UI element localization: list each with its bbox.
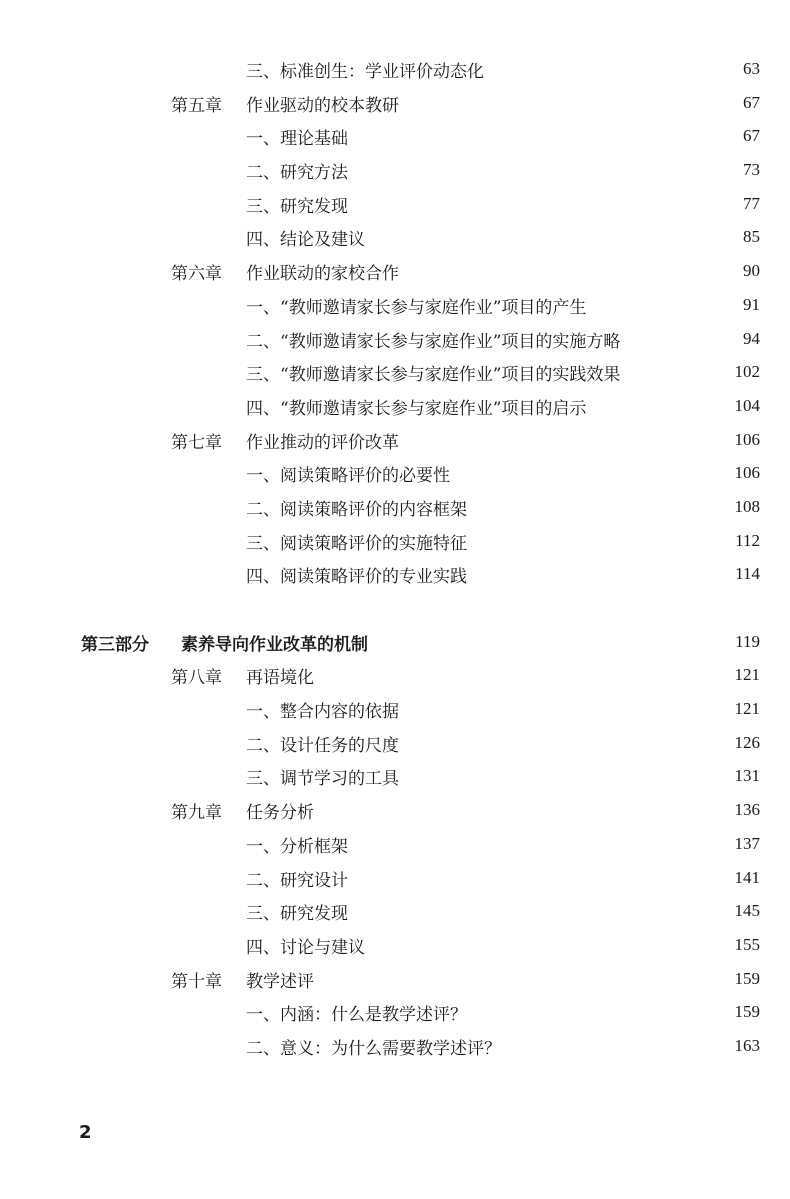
entry-title-text: 二、研究设计 — [246, 870, 348, 891]
entry-title-text: 三、标准创生：学业评价动态化 — [246, 62, 484, 82]
toc-page-number: 90 — [743, 261, 760, 281]
toc-page-number: 126 — [734, 732, 760, 752]
entry-title-text: 一、分析框架 — [246, 836, 348, 857]
toc-entry-title — [246, 326, 620, 360]
entry-title-text: 教学述评 — [246, 971, 314, 992]
toc-entry-title — [246, 898, 348, 932]
toc-chapter-entry — [0, 427, 790, 461]
toc-page-number: 106 — [734, 429, 760, 449]
toc-page-number: 159 — [734, 968, 760, 988]
toc-entry-title — [246, 393, 586, 427]
toc-entry-title — [171, 90, 399, 124]
toc-section-entry — [0, 999, 790, 1033]
entry-title-text: 二、意义：为什么需要教学述评？ — [246, 1038, 501, 1059]
toc-page-number: 94 — [743, 328, 760, 348]
toc-section-entry — [0, 494, 790, 528]
toc-chapter-entry — [0, 258, 790, 292]
toc-page-number: 155 — [734, 934, 760, 954]
toc-page-number: 67 — [743, 92, 760, 112]
toc-page-number: 121 — [734, 665, 760, 685]
toc-page-number: 73 — [743, 160, 760, 180]
table-of-contents — [0, 56, 790, 1067]
toc-page-number: 159 — [734, 1002, 760, 1022]
entry-title-text: 三、“教师邀请家长参与家庭作业”项目的实践效果 — [246, 365, 621, 386]
toc-entry-title — [246, 292, 586, 326]
entry-title-text: 一、阅读策略评价的必要性 — [246, 466, 450, 487]
toc-page-number: 63 — [743, 59, 760, 78]
entry-title-text: 作业联动的家校合作 — [246, 264, 399, 285]
toc-section-entry — [0, 730, 790, 764]
toc-page-number: 163 — [734, 1035, 760, 1055]
toc-section-entry — [0, 696, 790, 730]
toc-section-entry — [0, 528, 790, 562]
entry-title-text: 二、研究方法 — [246, 163, 348, 184]
entry-title-text: 一、理论基础 — [246, 129, 348, 150]
toc-entry-title — [246, 831, 348, 865]
toc-entry-title — [246, 932, 365, 966]
toc-page-number: 131 — [734, 766, 760, 786]
entry-title-text: 二、“教师邀请家长参与家庭作业”项目的实施方略 — [246, 331, 621, 352]
entry-title-text: 一、内涵：什么是教学述评？ — [246, 1005, 467, 1026]
entry-title-text: 素养导向作业改革的机制 — [181, 634, 368, 655]
toc-page-number: 91 — [743, 294, 760, 314]
toc-chapter-entry — [0, 662, 790, 696]
page-number: 2 — [79, 1122, 92, 1143]
entry-title-text: 一、“教师邀请家长参与家庭作业”项目的产生 — [246, 297, 587, 318]
part-label: 第三部分 — [81, 634, 149, 655]
entry-title-text: 作业驱动的校本教研 — [246, 95, 399, 116]
entry-title-text: 三、调节学习的工具 — [246, 769, 399, 790]
toc-section-entry — [0, 1033, 790, 1067]
toc-page-number: 85 — [743, 227, 760, 247]
toc-group-continued — [0, 56, 790, 595]
toc-page-number: 112 — [735, 530, 760, 550]
chapter-label: 第九章 — [171, 803, 222, 824]
toc-page-number: 141 — [734, 867, 760, 887]
entry-title-text: 任务分析 — [246, 803, 314, 824]
entry-title-text: 四、讨论与建议 — [246, 937, 365, 958]
toc-entry-title — [246, 123, 348, 157]
toc-section-entry — [0, 460, 790, 494]
toc-entry-title — [171, 797, 314, 831]
entry-title-text: 四、结论及建议 — [246, 230, 365, 251]
toc-entry-title — [246, 561, 467, 595]
toc-section-entry — [0, 865, 790, 899]
toc-entry-title — [246, 191, 348, 225]
toc-entry-title — [246, 157, 348, 191]
toc-page-number: 104 — [734, 395, 760, 415]
toc-page-number: 67 — [743, 126, 760, 146]
toc-chapter-entry — [0, 797, 790, 831]
toc-page-number: 119 — [735, 631, 760, 651]
chapter-label: 第六章 — [171, 264, 222, 285]
chapter-label: 第七章 — [171, 432, 222, 453]
toc-entry-title — [171, 966, 314, 1000]
toc-entry-title — [246, 1033, 501, 1067]
toc-section-entry — [0, 56, 790, 90]
toc-page-number: 137 — [734, 833, 760, 853]
toc-group-part-three — [0, 629, 790, 1067]
chapter-label: 第十章 — [171, 971, 222, 992]
toc-entry-title — [246, 494, 467, 528]
toc-page-number: 77 — [743, 193, 760, 213]
toc-section-entry — [0, 123, 790, 157]
toc-entry-title — [171, 427, 399, 461]
entry-title-text: 一、整合内容的依据 — [246, 702, 399, 723]
part-spacer — [0, 595, 790, 629]
toc-page-number: 121 — [734, 699, 760, 719]
toc-section-entry — [0, 393, 790, 427]
toc-section-entry — [0, 932, 790, 966]
toc-section-entry — [0, 191, 790, 225]
toc-section-entry — [0, 763, 790, 797]
toc-page-number: 106 — [734, 463, 760, 483]
toc-section-entry — [0, 359, 790, 393]
toc-page-number: 136 — [734, 800, 760, 820]
entry-title-text: 二、阅读策略评价的内容框架 — [246, 499, 467, 520]
toc-entry-title — [246, 865, 348, 899]
entry-title-text: 再语境化 — [246, 668, 314, 689]
toc-entry-title — [246, 528, 467, 562]
entry-title-text: 三、研究发现 — [246, 196, 348, 217]
entry-title-text: 三、研究发现 — [246, 904, 348, 925]
entry-title-text: 三、阅读策略评价的实施特征 — [246, 533, 467, 554]
toc-part-entry — [0, 629, 790, 663]
toc-entry-title — [171, 258, 399, 292]
toc-entry-title — [246, 763, 399, 797]
toc-entry-title — [246, 359, 620, 393]
toc-chapter-entry — [0, 90, 790, 124]
chapter-label: 第五章 — [171, 95, 222, 116]
entry-title-text: 四、阅读策略评价的专业实践 — [246, 567, 467, 588]
toc-entry-title — [246, 696, 399, 730]
toc-page-number: 108 — [734, 496, 760, 516]
toc-page-number: 102 — [734, 362, 760, 382]
chapter-label: 第八章 — [171, 668, 222, 689]
toc-section-entry — [0, 831, 790, 865]
toc-entry-title — [246, 460, 450, 494]
toc-chapter-entry — [0, 966, 790, 1000]
toc-entry-title — [81, 629, 368, 663]
entry-title-text: 作业推动的评价改革 — [246, 432, 399, 453]
toc-page-number: 114 — [735, 564, 760, 584]
toc-page-number: 145 — [734, 901, 760, 921]
toc-entry-title — [246, 730, 399, 764]
toc-section-entry — [0, 292, 790, 326]
toc-section-entry — [0, 561, 790, 595]
toc-entry-title — [246, 224, 365, 258]
toc-entry-title — [246, 56, 484, 90]
toc-entry-title — [171, 662, 314, 696]
entry-title-text: 四、“教师邀请家长参与家庭作业”项目的启示 — [246, 398, 587, 419]
toc-entry-title — [246, 999, 467, 1033]
toc-section-entry — [0, 326, 790, 360]
toc-section-entry — [0, 157, 790, 191]
toc-section-entry — [0, 898, 790, 932]
toc-section-entry — [0, 224, 790, 258]
entry-title-text: 二、设计任务的尺度 — [246, 735, 399, 756]
